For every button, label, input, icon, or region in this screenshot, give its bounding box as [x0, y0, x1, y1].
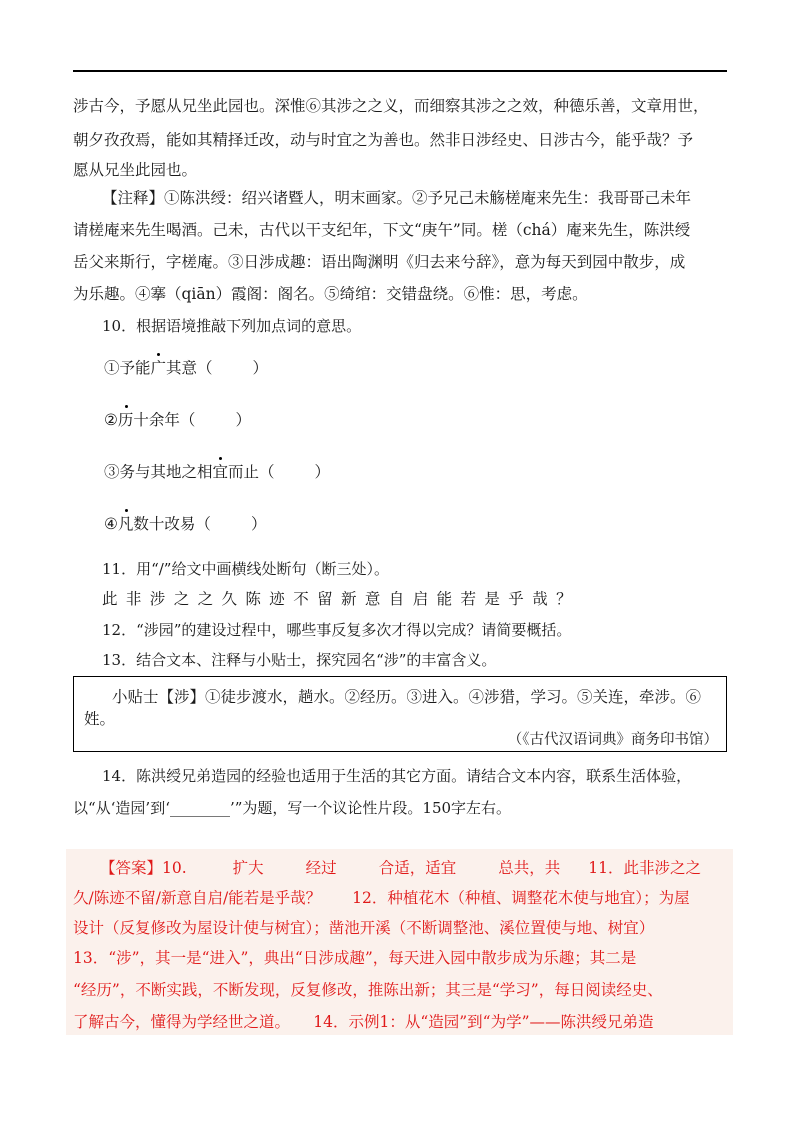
notes-line-2: 请槎庵来先生喝酒。己未，古代以干支纪年，下文“庚午”同。槎（chá）庵来先生，陈洪绶: [73, 221, 691, 239]
answer-label: 【答案】10.: [100, 859, 187, 877]
q14-line-2: 以“从‘造园’到‘________’”为题，写一个议论性片段。150字左右。: [73, 799, 512, 817]
tip-line-1: 小贴士【涉】①徒步渡水，趟水。②经历。③进入。④涉猎，学习。⑤关连，牵涉。⑥: [112, 688, 702, 706]
q10-opt1-dotted-char: 广: [151, 356, 167, 378]
passage-line-2: 朝夕孜孜焉，能如其精择迁改，动与时宜之为善也。然非日涉经史、日涉古今，能乎哉？予: [73, 131, 694, 149]
q10-opt3-close: ）: [314, 463, 331, 481]
answer-10-3: 合适，适宜: [378, 859, 457, 877]
notes-line-4: 为乐趣。④搴（qiān）霞阁：阁名。⑤绮绾：交错盘绕。⑥惟：思，考虑。: [73, 285, 588, 303]
q10-opt3-dotted-char: 宜: [213, 460, 229, 482]
q12-stem: 12．“涉园”的建设过程中，哪些事反复多次才得以完成？请简要概括。: [102, 621, 572, 639]
q10-opt4-post: 数十改易（: [133, 515, 211, 533]
answer-line-1: [100, 856, 701, 878]
answer-11-start: 11．此非涉之之: [588, 859, 701, 877]
q10-option-3: [104, 460, 330, 482]
answer-line-6: 了解古今，懂得为学经世之道。 14．示例1：从“造园”到“为学”——陈洪绶兄弟造: [73, 1013, 654, 1031]
q10-opt3-pre: ③务与其地之相: [104, 463, 213, 481]
answer-line-3: 设计（反复修改为屋设计使与树宜）；凿池开溪（不断调整池、溪位置使与地、树宜）: [73, 919, 655, 937]
notes-line-3: 岳父来斯行，字槎庵。③日涉成趣：语出陶渊明《归去来兮辞》，意为每天到园中散步，成: [73, 253, 686, 271]
q10-option-4: [104, 512, 266, 534]
answer-line-2: 久/陈迹不留/新意自启/能若是乎哉？ 12．种植花木（种植、调整花木使与地宜）；为屋: [73, 889, 690, 907]
header-rule: [73, 70, 727, 72]
passage-line-3: 愿从兄坐此园也。: [73, 161, 198, 179]
q10-opt2-dotted-char: 历: [118, 408, 134, 430]
q10-opt1-pre: ①予能: [104, 359, 151, 377]
answer-10-4: 总共，共: [498, 859, 561, 877]
q10-opt3-post: 而止（: [228, 463, 275, 481]
q10-option-2: [104, 408, 251, 430]
answer-10-1: 扩大: [232, 859, 264, 877]
q10-opt2-post: 十余年（: [133, 411, 196, 429]
q10-opt4-close: ）: [250, 515, 267, 533]
q11-stem: 11．用“/”给文中画横线处断句（断三处）。: [102, 560, 389, 578]
tip-source: （《古代汉语词典》商务印书馆）: [507, 732, 718, 748]
q10-opt2-close: ）: [235, 411, 251, 429]
q10-opt1-close: ）: [252, 359, 269, 377]
q10-opt1-post: 其意（: [166, 359, 213, 377]
q10-stem: 10．根据语境推敲下列加点词的意思。: [102, 317, 362, 335]
q11-sentence: 此非涉之之久陈迹不留新意自启能若是乎哉？: [102, 590, 581, 608]
q10-option-1: [104, 356, 268, 378]
q14-line-1: 14．陈洪绶兄弟造园的经验也适用于生活的其它方面。请结合文本内容，联系生活体验，: [102, 767, 692, 785]
q10-opt4-pre: ④: [104, 515, 118, 533]
q13-stem: 13．结合文本、注释与小贴士，探究园名“涉”的丰富含义。: [102, 651, 497, 669]
answer-10-2: 经过: [305, 859, 337, 877]
answer-line-4: 13．“涉”，其一是“进入”，典出“日涉成趣”，每天进入园中散步成为乐趣；其二是: [73, 949, 637, 967]
answer-line-5: “经历”，不断实践，不断发现，反复修改，推陈出新；其三是“学习”，每日阅读经史、: [73, 981, 663, 999]
notes-line-1: 【注释】①陈洪绶：绍兴诸暨人，明末画家。②予兄己未觞槎庵来先生：我哥哥己未年: [102, 189, 692, 207]
passage-line-1: 涉古今，予愿从兄坐此园也。深惟⑥其涉之之义，而细察其涉之之效，种德乐善，文章用世，: [73, 97, 709, 115]
tip-line-2: 姓。: [84, 710, 116, 728]
q10-opt2-pre: ②: [104, 411, 118, 429]
q10-opt4-dotted-char: 凡: [118, 512, 134, 534]
tip-box: [73, 676, 727, 752]
